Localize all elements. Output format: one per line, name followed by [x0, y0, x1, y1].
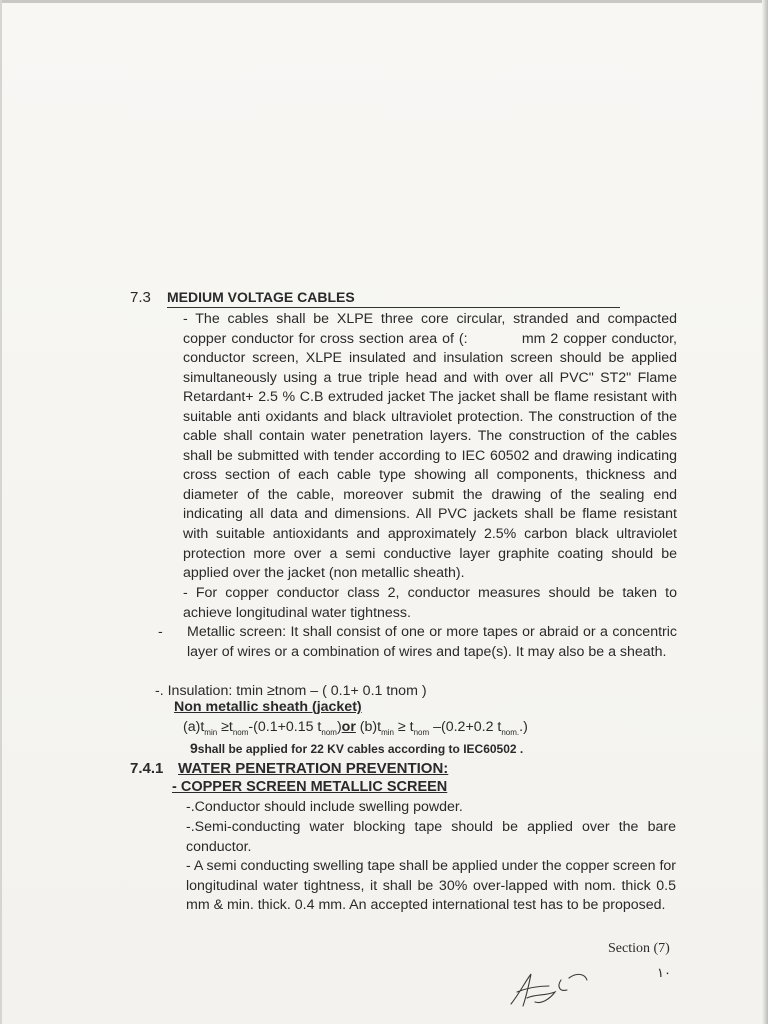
geq-symbol-b: ≥ t: [393, 719, 414, 735]
formula-b-prefix: (b)t: [355, 719, 382, 735]
footer-section-label: Section (7): [608, 941, 670, 956]
list-item-swelling-powder: -.Conductor should include swelling powder.: [186, 799, 463, 815]
or-word: or: [341, 719, 356, 735]
jacket-thickness-formula: [183, 719, 528, 737]
subsection-title: WATER PENETRATION PREVENTION:: [178, 760, 449, 777]
subscript-min: min: [381, 727, 394, 737]
paragraph-cable-construction: - The cables shall be XLPE three core circular, stranded and compacted copper conductor for cross section area of (: mm 2 copper conductor, conductor screen, XLPE insulated and insulation screen should be applied simultaneously using a true triple head and with over all PVC" ST2" Flame Retardant+ 2.5 % C.B extruded jacket The jacket shall be flame resistant with suitable anti oxidants and black ultraviolet protection. The construction of the cable shall contain water penetration layers. The construction of the cables shall be submitted with tender according to IEC 60502 and drawing indicating cross section of each cable type showing all components, thickness and diameter of the cable, moreover submit the drawing of the sealing end indicating all data and dimensions. All PVC jackets shall be flame resistant with suitable antioxidants and approximately 2.5% carbon black ultraviolet protection more over a semi conductive layer graphite coating should be applied over the jacket (non metallic sheath).: [183, 311, 677, 582]
formula-b-end: .): [519, 719, 528, 735]
scan-edge-right: [762, 0, 768, 1024]
section-number: 7.3: [130, 289, 151, 306]
note-text: shall be applied for 22 KV cables according to IEC60502 .: [197, 742, 524, 756]
geq-symbol: ≥t: [217, 719, 233, 735]
subscript-min: min: [204, 727, 218, 737]
handwritten-signature: [505, 964, 590, 1012]
list-item-swelling-tape: - A semi conducting swelling tape shall be applied under the copper screen for longitudinal water tightness, it shall be 30% over-lapped with nom. thick 0.5 mm & min. thick. 0.4 mm. An accepted international test has to be proposed.: [186, 858, 676, 914]
list-item-blocking-tape: -.Semi-conducting water blocking tape should be applied over the bare conductor.: [186, 819, 676, 855]
formula-b-body: –(0.2+0.2 t: [429, 719, 502, 735]
subscript-nom: nom: [321, 727, 337, 737]
paragraph-insulation: -. Insulation: tmin ≥tnom – ( 0.1+ 0.1 tnom ): [155, 683, 427, 699]
section-title: MEDIUM VOLTAGE CABLES: [167, 289, 355, 305]
note-number: 9: [190, 740, 198, 756]
formula-a-body: -(0.1+0.15 t: [248, 719, 322, 735]
scan-edge-top: [0, 0, 768, 3]
subscript-nom-dot: nom.: [501, 727, 520, 737]
formula-a-prefix: (a)t: [183, 719, 205, 735]
paragraph-copper-conductor: - For copper conductor class 2, conductor measures should be taken to achieve longitudinal water tightness.: [183, 585, 677, 621]
page-number: ١٠: [657, 965, 671, 980]
subscript-nom: nom: [232, 727, 249, 737]
bullet-dash: -: [158, 624, 163, 640]
subsection-number: 7.4.1: [130, 760, 164, 777]
close-paren: ): [336, 719, 342, 735]
non-metallic-sheath-title: Non metallic sheath (jacket): [174, 699, 362, 715]
subscript-nom: nom: [413, 727, 430, 737]
paragraph-metallic-screen: Metallic screen: It shall consist of one or more tapes or abraid or a concentric layer of wires or a combination of wires and tape(s). It may also be a sheath.: [187, 624, 677, 660]
scan-edge-left: [0, 0, 2, 1024]
title-underline: [167, 307, 620, 308]
copper-screen-title: - COPPER SCREEN METALLIC SCREEN: [172, 779, 448, 795]
iec-note: [190, 740, 523, 756]
